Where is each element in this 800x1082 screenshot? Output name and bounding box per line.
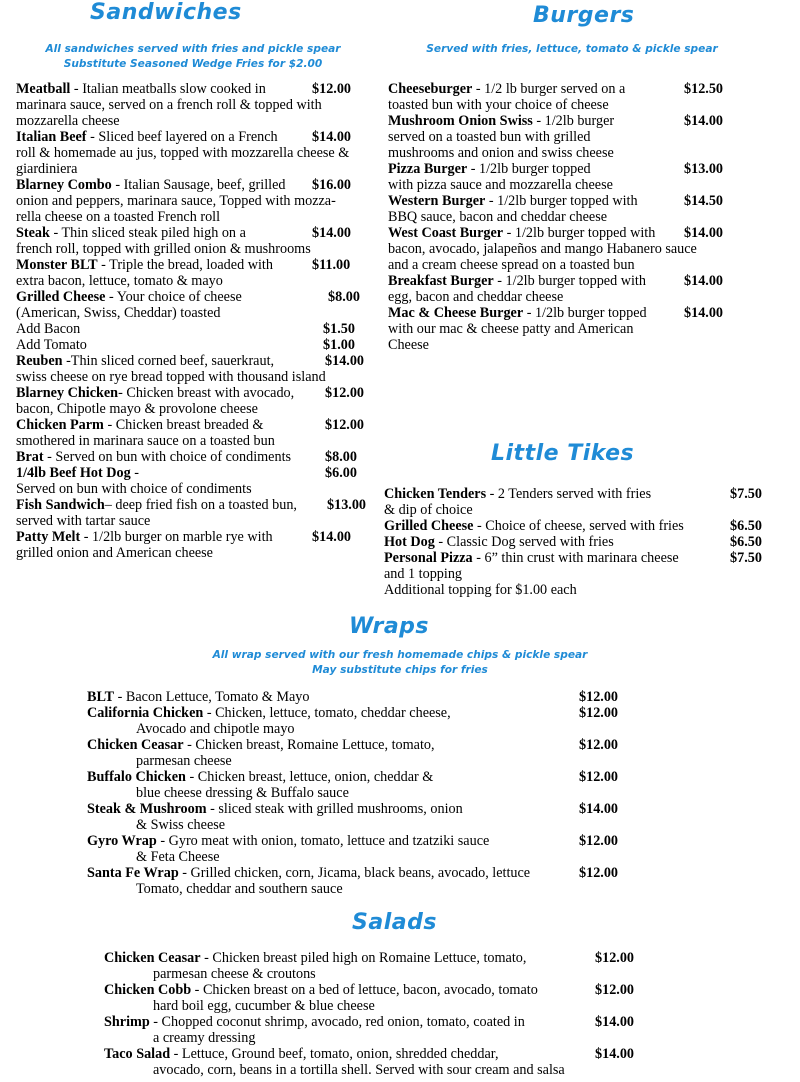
item-name: Breakfast Burger: [388, 273, 494, 289]
menu-item: [87, 705, 707, 721]
menu-item-detail: [104, 998, 704, 1014]
item-name: Chicken Parm: [16, 417, 104, 433]
item-name: Blarney Chicken: [16, 385, 119, 401]
menu-item: [16, 449, 378, 465]
menu-item-detail: [16, 337, 378, 353]
item-description: - Chicken breast with avocado,: [118, 385, 295, 401]
menu-item-detail: [388, 177, 768, 193]
menu-item: [16, 497, 378, 513]
item-description: and 1 topping: [384, 566, 463, 582]
menu-item-detail: [388, 209, 768, 225]
item-name: Fish Sandwich: [16, 497, 105, 513]
item-name: West Coast Burger: [388, 225, 504, 241]
item-price: $12.00: [579, 865, 619, 881]
burgers-subtitle: [390, 42, 754, 57]
item-description: - Chicken breast, Romaine Lettuce, tomato,: [183, 737, 435, 753]
item-description: Additional topping for $1.00 each: [384, 582, 577, 598]
item-description: toasted bun with your choice of cheese: [388, 97, 609, 113]
salads-heading: Salads: [352, 910, 437, 935]
item-description: - Chicken breast, lettuce, onion, cheddar &: [185, 769, 434, 785]
menu-item: [87, 865, 707, 881]
item-name: Shrimp: [104, 1014, 150, 1030]
item-description: Avocado and chipotle mayo: [136, 721, 295, 737]
item-description: served on a toasted bun with grilled: [388, 129, 591, 145]
item-name: Grilled Cheese: [16, 289, 106, 305]
item-description: Add Tomato: [16, 337, 87, 353]
menu-item-detail: [16, 161, 378, 177]
menu-item: [388, 81, 768, 97]
menu-item-detail: [16, 113, 378, 129]
item-price: $14.00: [684, 305, 724, 321]
item-description: - Chicken, lettuce, tomato, cheddar cheese,: [203, 705, 451, 721]
item-name: Brat: [16, 449, 44, 465]
item-price: $14.00: [312, 225, 352, 241]
salads-list: [104, 950, 704, 1078]
item-price: $1.50: [323, 321, 355, 337]
menu-item: [104, 1014, 704, 1030]
item-name: Taco Salad: [104, 1046, 171, 1062]
item-description: mushrooms and onion and swiss cheese: [388, 145, 614, 161]
menu-item: [384, 518, 784, 534]
menu-item-detail: [384, 566, 784, 582]
item-name: California Chicken: [87, 705, 204, 721]
item-description: - Chopped coconut shrimp, avocado, red onion, tomato, coated in: [149, 1014, 525, 1030]
item-description: - 2 Tenders served with fries: [486, 486, 652, 502]
menu-item-detail: [104, 1030, 704, 1046]
item-price: $7.50: [730, 550, 762, 566]
sandwiches-heading: Sandwiches: [90, 0, 242, 25]
item-description: egg, bacon and cheddar cheese: [388, 289, 564, 305]
item-price: $14.00: [325, 353, 365, 369]
menu-item: [16, 177, 378, 193]
wraps-subtitle-line-1: All wrap served with our fresh homemade chips & pickle spear: [212, 649, 588, 661]
item-description: (American, Swiss, Cheddar) toasted: [16, 305, 221, 321]
item-description: - Triple the bread, loaded with: [97, 257, 273, 273]
item-description: -Thin sliced corned beef, sauerkraut,: [62, 353, 275, 369]
item-price: $8.00: [328, 289, 360, 305]
item-description: grilled onion and American cheese: [16, 545, 213, 561]
item-description: - Classic Dog served with fries: [434, 534, 614, 550]
item-description: Add Bacon: [16, 321, 81, 337]
item-description: with our mac & cheese patty and American: [388, 321, 634, 337]
item-name: Chicken Ceasar: [104, 950, 201, 966]
menu-item: [16, 385, 378, 401]
sandwiches-subtitle: [10, 42, 376, 72]
menu-item: [87, 769, 707, 785]
item-price: $14.00: [684, 113, 724, 129]
little-tikes-heading: Little Tikes: [491, 441, 635, 466]
item-description: - Chicken breast on a bed of lettuce, bacon, avocado, tomato: [191, 982, 538, 998]
item-name: Chicken Tenders: [384, 486, 487, 502]
item-description: - 1/2lb burger topped with: [485, 193, 638, 209]
item-price: $14.00: [595, 1014, 635, 1030]
menu-item: [16, 225, 378, 241]
item-description: - 1/2lb burger topped with: [493, 273, 646, 289]
item-name: Meatball: [16, 81, 71, 97]
item-name: Blarney Combo: [16, 177, 112, 193]
item-description: and a cream cheese spread on a toasted bun: [388, 257, 635, 273]
sandwiches-list: [16, 81, 378, 561]
burgers-subtitle-line-1: Served with fries, lettuce, tomato & pickle spear: [426, 43, 718, 55]
menu-item: [388, 225, 768, 241]
item-description: - 1/2lb burger: [532, 113, 615, 129]
wraps-list: [87, 689, 707, 897]
item-description: marinara sauce, served on a french roll & topped with: [16, 97, 322, 113]
item-description: onion and peppers, marinara sauce, Topped with mozza-: [16, 193, 336, 209]
burgers-heading: Burgers: [533, 3, 635, 28]
item-description: - Your choice of cheese: [105, 289, 242, 305]
menu-item: [87, 737, 707, 753]
menu-item: [16, 289, 378, 305]
menu-item: [104, 1046, 704, 1062]
item-description: - Bacon Lettuce, Tomato & Mayo: [114, 689, 310, 705]
item-price: $14.00: [684, 225, 724, 241]
item-price: $12.00: [579, 737, 619, 753]
item-name: Reuben: [16, 353, 63, 369]
item-description: - 1/2lb burger topped with: [503, 225, 656, 241]
menu-item: [388, 113, 768, 129]
item-name: Pizza Burger: [388, 161, 468, 177]
item-price: $12.00: [579, 769, 619, 785]
item-description: - Sliced beef layered on a French: [86, 129, 278, 145]
sandwiches-subtitle-line-1: All sandwiches served with fries and pickle spear: [45, 43, 341, 55]
item-price: $8.00: [325, 449, 357, 465]
item-description: - Chicken breast breaded &: [103, 417, 264, 433]
menu-item-detail: [16, 513, 378, 529]
item-name: Steak & Mushroom: [87, 801, 207, 817]
menu-item-detail: [16, 273, 378, 289]
item-price: $12.00: [595, 950, 635, 966]
item-name: Mushroom Onion Swiss: [388, 113, 533, 129]
item-price: $6.00: [325, 465, 357, 481]
little-tikes-list: [384, 486, 784, 598]
item-description: BBQ sauce, bacon and cheddar cheese: [388, 209, 608, 225]
menu-item-detail: [388, 129, 768, 145]
item-price: $13.00: [684, 161, 724, 177]
item-price: $12.50: [684, 81, 724, 97]
item-description: - 1/2lb burger on marble rye with: [80, 529, 273, 545]
menu-item: [16, 257, 378, 273]
menu-item-detail: [388, 241, 768, 257]
item-price: $6.50: [730, 534, 762, 550]
menu-item-detail: [384, 582, 784, 598]
menu-item: [388, 305, 768, 321]
item-price: $1.00: [323, 337, 355, 353]
item-description: - Lettuce, Ground beef, tomato, onion, shredded cheddar,: [170, 1046, 499, 1062]
item-description: smothered in marinara sauce on a toasted bun: [16, 433, 275, 449]
item-description: giardiniera: [16, 161, 78, 177]
menu-item-detail: [104, 966, 704, 982]
menu-item-detail: [16, 545, 378, 561]
item-name: 1/4lb Beef Hot Dog: [16, 465, 131, 481]
menu-item-detail: [87, 785, 707, 801]
item-description: - 1/2 lb burger served on a: [472, 81, 626, 97]
menu-item: [104, 950, 704, 966]
item-name: Personal Pizza: [384, 550, 473, 566]
menu-item: [388, 193, 768, 209]
item-name: Hot Dog: [384, 534, 435, 550]
menu-item-detail: [87, 881, 707, 897]
item-price: $14.00: [579, 801, 619, 817]
menu-item-detail: [16, 209, 378, 225]
menu-item-detail: [16, 433, 378, 449]
menu-item-detail: [388, 145, 768, 161]
item-description: served with tartar sauce: [16, 513, 151, 529]
wraps-subtitle-line-2: May substitute chips for fries: [312, 664, 488, 676]
item-price: $14.50: [684, 193, 724, 209]
item-price: $13.00: [327, 497, 367, 513]
menu-item-detail: [388, 257, 768, 273]
menu-item-detail: [87, 753, 707, 769]
menu-item-detail: [384, 502, 784, 518]
item-description: french roll, topped with grilled onion & mushrooms: [16, 241, 311, 257]
menu-item-detail: [16, 401, 378, 417]
menu-item: [104, 982, 704, 998]
menu-item: [384, 486, 784, 502]
item-price: $12.00: [312, 81, 352, 97]
menu-item: [384, 534, 784, 550]
item-price: $12.00: [579, 705, 619, 721]
sandwiches-subtitle-line-2: Substitute Seasoned Wedge Fries for $2.00: [63, 58, 323, 70]
item-name: Monster BLT: [16, 257, 98, 273]
item-description: bacon, avocado, jalapeños and mango Habanero sauce: [388, 241, 697, 257]
item-name: Mac & Cheese Burger: [388, 305, 524, 321]
item-description: with pizza sauce and mozzarella cheese: [388, 177, 613, 193]
item-description: - Thin sliced steak piled high on a: [49, 225, 246, 241]
item-price: $12.00: [579, 833, 619, 849]
item-name: Gyro Wrap: [87, 833, 157, 849]
item-price: $12.00: [579, 689, 619, 705]
menu-item-detail: [388, 321, 768, 337]
item-description: & dip of choice: [384, 502, 473, 518]
menu-item: [16, 465, 378, 481]
item-description: rella cheese on a toasted French roll: [16, 209, 221, 225]
item-name: Italian Beef: [16, 129, 87, 145]
menu-item-detail: [16, 193, 378, 209]
menu-item-detail: [16, 321, 378, 337]
burgers-list: [388, 81, 768, 353]
item-description: parmesan cheese: [136, 753, 232, 769]
item-description: mozzarella cheese: [16, 113, 120, 129]
item-description: – deep fried fish on a toasted bun,: [104, 497, 297, 513]
item-price: $14.00: [684, 273, 724, 289]
item-name: BLT: [87, 689, 115, 705]
menu-item: [87, 689, 707, 705]
menu-item-detail: [16, 305, 378, 321]
item-name: Cheeseburger: [388, 81, 473, 97]
item-description: - Chicken breast piled high on Romaine Lettuce, tomato,: [200, 950, 527, 966]
item-price: $14.00: [595, 1046, 635, 1062]
item-price: $12.00: [595, 982, 635, 998]
menu-item-detail: [104, 1062, 704, 1078]
item-description: extra bacon, lettuce, tomato & mayo: [16, 273, 223, 289]
menu-item-detail: [388, 97, 768, 113]
wraps-heading: Wraps: [349, 614, 430, 639]
menu-item-detail: [16, 97, 378, 113]
item-price: $14.00: [312, 529, 352, 545]
menu-item-detail: [388, 337, 768, 353]
item-name: Western Burger: [388, 193, 486, 209]
item-name: Steak: [16, 225, 50, 241]
item-description: & Feta Cheese: [136, 849, 220, 865]
menu-item-detail: [16, 481, 378, 497]
menu-item-detail: [16, 145, 378, 161]
item-name: Chicken Ceasar: [87, 737, 184, 753]
item-name: Patty Melt: [16, 529, 81, 545]
item-description: avocado, corn, beans in a tortilla shell. Served with sour cream and salsa: [153, 1062, 565, 1078]
item-description: a creamy dressing: [153, 1030, 256, 1046]
item-description: blue cheese dressing & Buffalo sauce: [136, 785, 349, 801]
menu-item: [388, 161, 768, 177]
item-description: - sliced steak with grilled mushrooms, onion: [206, 801, 463, 817]
menu-item-detail: [16, 241, 378, 257]
menu-item-detail: [87, 721, 707, 737]
item-name: Buffalo Chicken: [87, 769, 186, 785]
menu-item-detail: [16, 369, 378, 385]
menu-item-detail: [87, 849, 707, 865]
menu-item: [87, 801, 707, 817]
menu-item-detail: [87, 817, 707, 833]
item-price: $12.00: [325, 417, 365, 433]
item-description: - Italian meatballs slow cooked in: [70, 81, 266, 97]
item-description: - 1/2lb burger topped: [523, 305, 647, 321]
item-price: $6.50: [730, 518, 762, 534]
menu-item: [16, 81, 378, 97]
item-description: -: [130, 465, 139, 481]
item-description: swiss cheese on rye bread topped with thousand island: [16, 369, 326, 385]
menu-item: [87, 833, 707, 849]
menu-item: [16, 417, 378, 433]
item-description: - Gyro meat with onion, tomato, lettuce and tzatziki sauce: [156, 833, 490, 849]
item-description: Cheese: [388, 337, 429, 353]
item-description: - 1/2lb burger topped: [467, 161, 591, 177]
item-description: - Choice of cheese, served with fries: [473, 518, 684, 534]
item-description: Served on bun with choice of condiments: [16, 481, 252, 497]
menu-item: [384, 550, 784, 566]
menu-item: [16, 353, 378, 369]
item-description: - Italian Sausage, beef, grilled: [111, 177, 286, 193]
item-price: $7.50: [730, 486, 762, 502]
item-price: $14.00: [312, 129, 352, 145]
menu-item-detail: [388, 289, 768, 305]
item-description: & Swiss cheese: [136, 817, 226, 833]
item-name: Santa Fe Wrap: [87, 865, 179, 881]
menu-item: [16, 129, 378, 145]
item-description: hard boil egg, cucumber & blue cheese: [153, 998, 375, 1014]
menu-item: [388, 273, 768, 289]
item-description: bacon, Chipotle mayo & provolone cheese: [16, 401, 258, 417]
item-description: - 6” thin crust with marinara cheese: [472, 550, 679, 566]
item-price: $11.00: [312, 257, 351, 273]
item-description: Tomato, cheddar and southern sauce: [136, 881, 343, 897]
item-description: roll & homemade au jus, topped with mozzarella cheese &: [16, 145, 350, 161]
item-price: $16.00: [312, 177, 352, 193]
item-price: $12.00: [325, 385, 365, 401]
item-description: - Served on bun with choice of condiments: [43, 449, 292, 465]
menu-item: [16, 529, 378, 545]
wraps-subtitle: [120, 648, 680, 678]
item-description: parmesan cheese & croutons: [153, 966, 316, 982]
item-name: Chicken Cobb: [104, 982, 192, 998]
item-description: - Grilled chicken, corn, Jicama, black beans, avocado, lettuce: [178, 865, 531, 881]
item-name: Grilled Cheese: [384, 518, 474, 534]
